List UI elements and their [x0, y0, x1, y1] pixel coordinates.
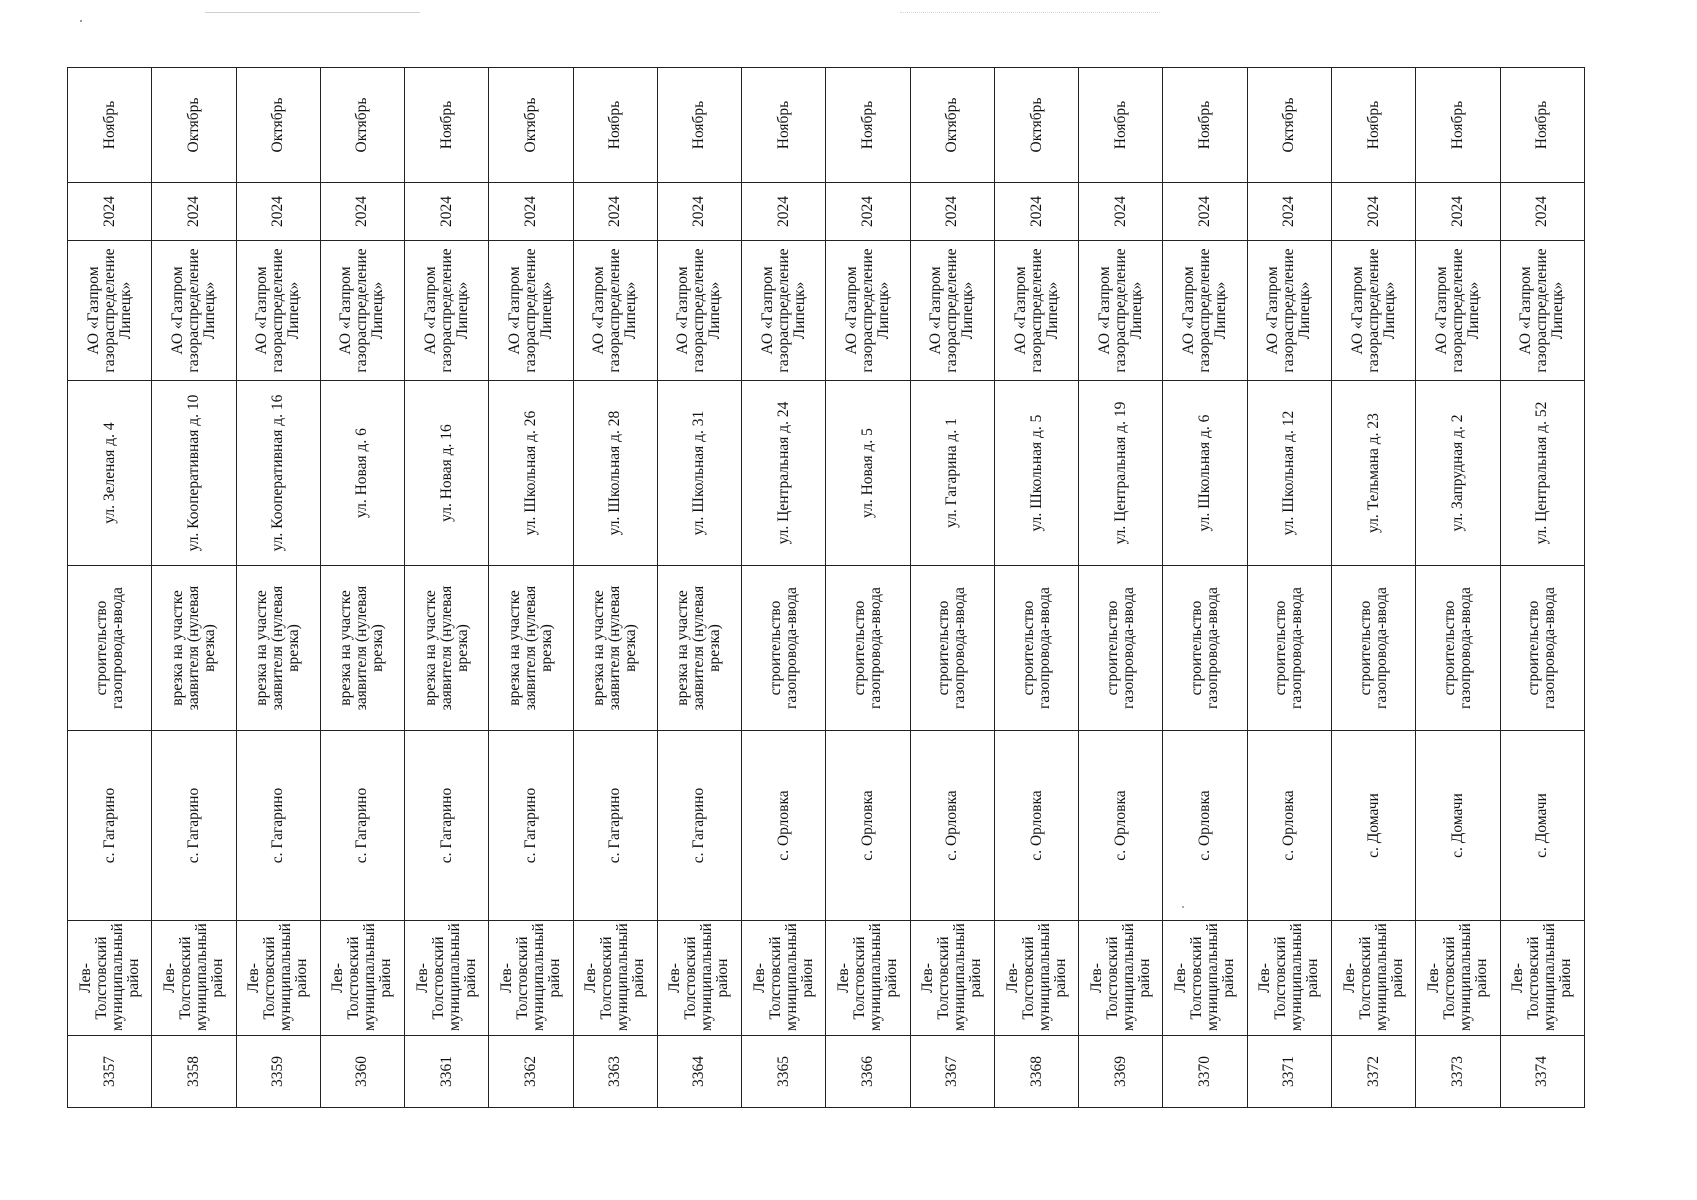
row-number: 3370 — [1163, 1036, 1247, 1108]
work-type-cell: врезка на участке заявителя (нулевая врезка) — [573, 566, 657, 731]
year-cell: 2024 — [826, 183, 910, 241]
year-cell: 2024 — [910, 183, 994, 241]
year-cell: 2024 — [994, 183, 1078, 241]
district-cell: Лев-Толстовский муниципальный район — [1079, 921, 1163, 1036]
table-row — [994, 68, 1078, 1108]
row-number: 3372 — [1331, 1036, 1415, 1108]
scan-artifact-line — [900, 12, 1160, 13]
address-cell: ул. Кооперативная д. 16 — [236, 381, 320, 566]
table-row — [742, 68, 826, 1108]
table-row — [826, 68, 910, 1108]
table-row — [1163, 68, 1247, 1108]
district-cell: Лев-Толстовский муниципальный район — [657, 921, 741, 1036]
village-cell: с. Гагарино — [152, 731, 236, 921]
address-cell: ул. Новая д. 6 — [320, 381, 404, 566]
table-row — [910, 68, 994, 1108]
address-cell: ул. Новая д. 5 — [826, 381, 910, 566]
organization-cell: АО «Газпром газораспределение Липецк» — [1247, 241, 1331, 381]
district-cell: Лев-Толстовский муниципальный район — [320, 921, 404, 1036]
address-cell: ул. Кооперативная д. 10 — [152, 381, 236, 566]
work-type-cell: строительство газопровода-ввода — [994, 566, 1078, 731]
work-type-cell: строительство газопровода-ввода — [910, 566, 994, 731]
organization-cell: АО «Газпром газораспределение Липецк» — [826, 241, 910, 381]
year-cell: 2024 — [1079, 183, 1163, 241]
village-cell: с. Гагарино — [405, 731, 489, 921]
work-type-cell: строительство газопровода-ввода — [826, 566, 910, 731]
work-type-cell: строительство газопровода-ввода — [1163, 566, 1247, 731]
row-number: 3361 — [405, 1036, 489, 1108]
address-cell: ул. Запрудная д. 2 — [1416, 381, 1500, 566]
month-cell: Ноябрь — [1500, 68, 1584, 183]
row-number: 3360 — [320, 1036, 404, 1108]
work-type-cell: врезка на участке заявителя (нулевая врезка) — [152, 566, 236, 731]
row-number: 3357 — [68, 1036, 152, 1108]
row-number: 3367 — [910, 1036, 994, 1108]
year-cell: 2024 — [1163, 183, 1247, 241]
month-cell: Ноябрь — [405, 68, 489, 183]
row-number: 3359 — [236, 1036, 320, 1108]
district-cell: Лев-Толстовский муниципальный район — [573, 921, 657, 1036]
table-row — [1079, 68, 1163, 1108]
organization-cell: АО «Газпром газораспределение Липецк» — [152, 241, 236, 381]
district-cell: Лев-Толстовский муниципальный район — [1163, 921, 1247, 1036]
district-cell: Лев-Толстовский муниципальный район — [1247, 921, 1331, 1036]
table-row — [1500, 68, 1584, 1108]
table-row — [573, 68, 657, 1108]
year-cell: 2024 — [1247, 183, 1331, 241]
work-type-cell: врезка на участке заявителя (нулевая врезка) — [236, 566, 320, 731]
month-cell: Ноябрь — [573, 68, 657, 183]
address-cell: ул. Школьная д. 6 — [1163, 381, 1247, 566]
table-body — [68, 68, 1585, 1108]
organization-cell: АО «Газпром газораспределение Липецк» — [573, 241, 657, 381]
year-cell: 2024 — [405, 183, 489, 241]
address-cell: ул. Школьная д. 31 — [657, 381, 741, 566]
district-cell: Лев-Толстовский муниципальный район — [1500, 921, 1584, 1036]
work-type-cell: строительство газопровода-ввода — [1247, 566, 1331, 731]
table-row — [1331, 68, 1415, 1108]
year-cell: 2024 — [1416, 183, 1500, 241]
organization-cell: АО «Газпром газораспределение Липецк» — [994, 241, 1078, 381]
year-cell: 2024 — [236, 183, 320, 241]
work-type-cell: строительство газопровода-ввода — [68, 566, 152, 731]
month-cell: Ноябрь — [1416, 68, 1500, 183]
row-number: 3363 — [573, 1036, 657, 1108]
row-number: 3364 — [657, 1036, 741, 1108]
address-cell: ул. Новая д. 16 — [405, 381, 489, 566]
row-number: 3374 — [1500, 1036, 1584, 1108]
year-cell: 2024 — [657, 183, 741, 241]
organization-cell: АО «Газпром газораспределение Липецк» — [405, 241, 489, 381]
table-row — [152, 68, 236, 1108]
district-cell: Лев-Толстовский муниципальный район — [489, 921, 573, 1036]
rotated-document-page — [67, 68, 1585, 1108]
village-cell: с. Орловка — [994, 731, 1078, 921]
month-cell: Ноябрь — [742, 68, 826, 183]
address-cell: ул. Гагарина д. 1 — [910, 381, 994, 566]
work-type-cell: строительство газопровода-ввода — [1500, 566, 1584, 731]
district-cell: Лев-Толстовский муниципальный район — [910, 921, 994, 1036]
month-cell: Октябрь — [1247, 68, 1331, 183]
village-cell: с. Гагарино — [573, 731, 657, 921]
month-cell: Ноябрь — [657, 68, 741, 183]
year-cell: 2024 — [1331, 183, 1415, 241]
table-row — [1247, 68, 1331, 1108]
work-type-cell: врезка на участке заявителя (нулевая врезка) — [489, 566, 573, 731]
month-cell: Октябрь — [489, 68, 573, 183]
district-cell: Лев-Толстовский муниципальный район — [994, 921, 1078, 1036]
district-cell: Лев-Толстовский муниципальный район — [1416, 921, 1500, 1036]
row-number: 3369 — [1079, 1036, 1163, 1108]
organization-cell: АО «Газпром газораспределение Липецк» — [489, 241, 573, 381]
organization-cell: АО «Газпром газораспределение Липецк» — [236, 241, 320, 381]
work-type-cell: врезка на участке заявителя (нулевая врезка) — [405, 566, 489, 731]
table-row — [489, 68, 573, 1108]
organization-cell: АО «Газпром газораспределение Липецк» — [1331, 241, 1415, 381]
village-cell: с. Орловка — [1079, 731, 1163, 921]
year-cell: 2024 — [320, 183, 404, 241]
address-cell: ул. Школьная д. 28 — [573, 381, 657, 566]
village-cell: с. Орловка — [826, 731, 910, 921]
year-cell: 2024 — [573, 183, 657, 241]
district-cell: Лев-Толстовский муниципальный район — [68, 921, 152, 1036]
village-cell: с. Орловка — [1247, 731, 1331, 921]
address-cell: ул. Школьная д. 12 — [1247, 381, 1331, 566]
row-number: 3365 — [742, 1036, 826, 1108]
row-number: 3366 — [826, 1036, 910, 1108]
row-number: 3368 — [994, 1036, 1078, 1108]
table-row — [68, 68, 152, 1108]
table-row — [657, 68, 741, 1108]
month-cell: Октябрь — [152, 68, 236, 183]
table-row — [1416, 68, 1500, 1108]
organization-cell: АО «Газпром газораспределение Липецк» — [320, 241, 404, 381]
work-type-cell: строительство газопровода-ввода — [742, 566, 826, 731]
month-cell: Ноябрь — [1079, 68, 1163, 183]
work-type-cell: врезка на участке заявителя (нулевая врезка) — [657, 566, 741, 731]
village-cell: с. Гагарино — [236, 731, 320, 921]
month-cell: Октябрь — [910, 68, 994, 183]
district-cell: Лев-Толстовский муниципальный район — [236, 921, 320, 1036]
work-type-cell: строительство газопровода-ввода — [1331, 566, 1415, 731]
address-cell: ул. Центральная д. 24 — [742, 381, 826, 566]
month-cell: Ноябрь — [68, 68, 152, 183]
district-cell: Лев-Толстовский муниципальный район — [152, 921, 236, 1036]
year-cell: 2024 — [68, 183, 152, 241]
village-cell: с. Орловка — [1163, 731, 1247, 921]
district-cell: Лев-Толстовский муниципальный район — [826, 921, 910, 1036]
village-cell: с. Гагарино — [489, 731, 573, 921]
address-cell: ул. Зеленая д. 4 — [68, 381, 152, 566]
table-row — [236, 68, 320, 1108]
organization-cell: АО «Газпром газораспределение Липецк» — [68, 241, 152, 381]
year-cell: 2024 — [152, 183, 236, 241]
village-cell: с. Гагарино — [657, 731, 741, 921]
scan-artifact-line — [205, 12, 420, 13]
address-cell: ул. Центральная д. 19 — [1079, 381, 1163, 566]
month-cell: Октябрь — [994, 68, 1078, 183]
scan-artifact-dot — [80, 20, 82, 22]
address-cell: ул. Центральная д. 52 — [1500, 381, 1584, 566]
village-cell: с. Орловка — [910, 731, 994, 921]
row-number: 3371 — [1247, 1036, 1331, 1108]
row-number: 3362 — [489, 1036, 573, 1108]
month-cell: Октябрь — [320, 68, 404, 183]
organization-cell: АО «Газпром газораспределение Липецк» — [657, 241, 741, 381]
district-cell: Лев-Толстовский муниципальный район — [1331, 921, 1415, 1036]
year-cell: 2024 — [489, 183, 573, 241]
district-cell: Лев-Толстовский муниципальный район — [405, 921, 489, 1036]
month-cell: Ноябрь — [1163, 68, 1247, 183]
row-number: 3358 — [152, 1036, 236, 1108]
row-number: 3373 — [1416, 1036, 1500, 1108]
organization-cell: АО «Газпром газораспределение Липецк» — [1079, 241, 1163, 381]
village-cell: с. Домачи — [1500, 731, 1584, 921]
organization-cell: АО «Газпром газораспределение Липецк» — [1500, 241, 1584, 381]
work-type-cell: строительство газопровода-ввода — [1416, 566, 1500, 731]
table-row — [405, 68, 489, 1108]
village-cell: с. Домачи — [1416, 731, 1500, 921]
village-cell: с. Домачи — [1331, 731, 1415, 921]
village-cell: с. Орловка — [742, 731, 826, 921]
address-cell: ул. Тельмана д. 23 — [1331, 381, 1415, 566]
organization-cell: АО «Газпром газораспределение Липецк» — [1416, 241, 1500, 381]
month-cell: Ноябрь — [1331, 68, 1415, 183]
organization-cell: АО «Газпром газораспределение Липецк» — [742, 241, 826, 381]
work-type-cell: врезка на участке заявителя (нулевая врезка) — [320, 566, 404, 731]
organization-cell: АО «Газпром газораспределение Липецк» — [1163, 241, 1247, 381]
organization-cell: АО «Газпром газораспределение Липецк» — [910, 241, 994, 381]
table-row — [320, 68, 404, 1108]
month-cell: Ноябрь — [826, 68, 910, 183]
year-cell: 2024 — [1500, 183, 1584, 241]
address-cell: ул. Школьная д. 26 — [489, 381, 573, 566]
work-type-cell: строительство газопровода-ввода — [1079, 566, 1163, 731]
district-cell: Лев-Толстовский муниципальный район — [742, 921, 826, 1036]
month-cell: Октябрь — [236, 68, 320, 183]
village-cell: с. Гагарино — [320, 731, 404, 921]
address-cell: ул. Школьная д. 5 — [994, 381, 1078, 566]
village-cell: с. Гагарино — [68, 731, 152, 921]
year-cell: 2024 — [742, 183, 826, 241]
gas-connection-table — [67, 67, 1585, 1108]
